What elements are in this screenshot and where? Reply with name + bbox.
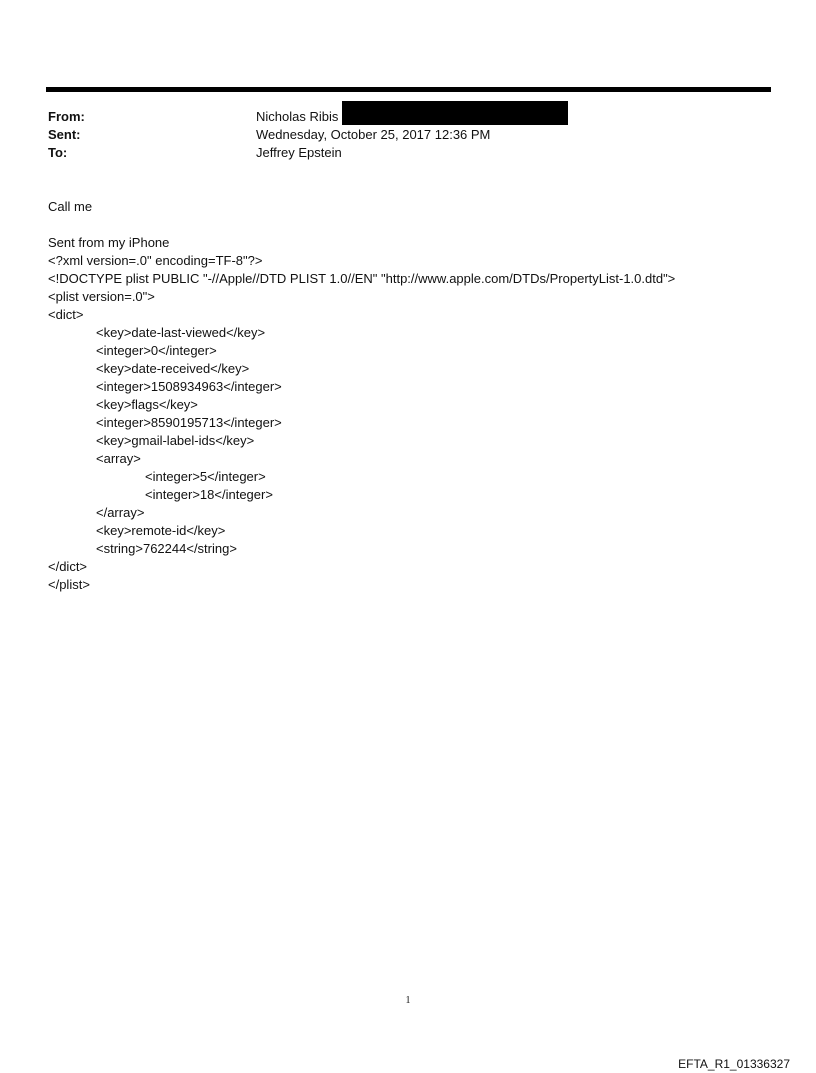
signature-text: Sent from my iPhone (48, 235, 170, 250)
from-label: From: (48, 109, 85, 124)
plist-line: <integer>8590195713</integer> (96, 415, 282, 430)
plist-line: <integer>18</integer> (145, 487, 273, 502)
plist-line: <key>date-last-viewed</key> (96, 325, 266, 340)
sent-value: Wednesday, October 25, 2017 12:36 PM (256, 127, 491, 142)
plist-line: </plist> (48, 577, 90, 592)
plist-line: <integer>0</integer> (96, 343, 217, 358)
plist-line: <!DOCTYPE plist PUBLIC "-//Apple//DTD PLIST 1.0//EN" "http://www.apple.com/DTDs/PropertyList-1.0.dtd"> (48, 271, 676, 286)
plist-line: <key>date-received</key> (96, 361, 250, 376)
header-divider (46, 87, 771, 92)
sent-label: Sent: (48, 127, 81, 142)
from-row (48, 108, 748, 126)
plist-line: <key>gmail-label-ids</key> (96, 433, 255, 448)
plist-line: <?xml version=.0" encoding=TF-8"?> (48, 253, 263, 268)
plist-line: <dict> (48, 307, 84, 322)
plist-line: </dict> (48, 559, 88, 574)
page-number: 1 (405, 995, 411, 1006)
plist-line: </array> (96, 505, 145, 520)
plist-line: <array> (96, 451, 141, 466)
plist-line: <string>762244</string> (96, 541, 237, 556)
document-id: EFTA_R1_01336327 (678, 1057, 790, 1071)
sender-name: Nicholas Ribis (256, 109, 339, 124)
plist-line: <integer>5</integer> (145, 469, 266, 484)
from-value (256, 108, 568, 126)
plist-line: <plist version=.0"> (48, 289, 155, 304)
plist-line: <integer>1508934963</integer> (96, 379, 282, 394)
plist-line: <key>flags</key> (96, 397, 198, 412)
plist-line: <key>remote-id</key> (96, 523, 226, 538)
message-text: Call me (48, 199, 93, 214)
to-row (48, 144, 748, 162)
to-value: Jeffrey Epstein (256, 145, 342, 160)
to-label: To: (48, 145, 68, 160)
sent-row (48, 126, 748, 144)
redaction-block (342, 101, 568, 125)
